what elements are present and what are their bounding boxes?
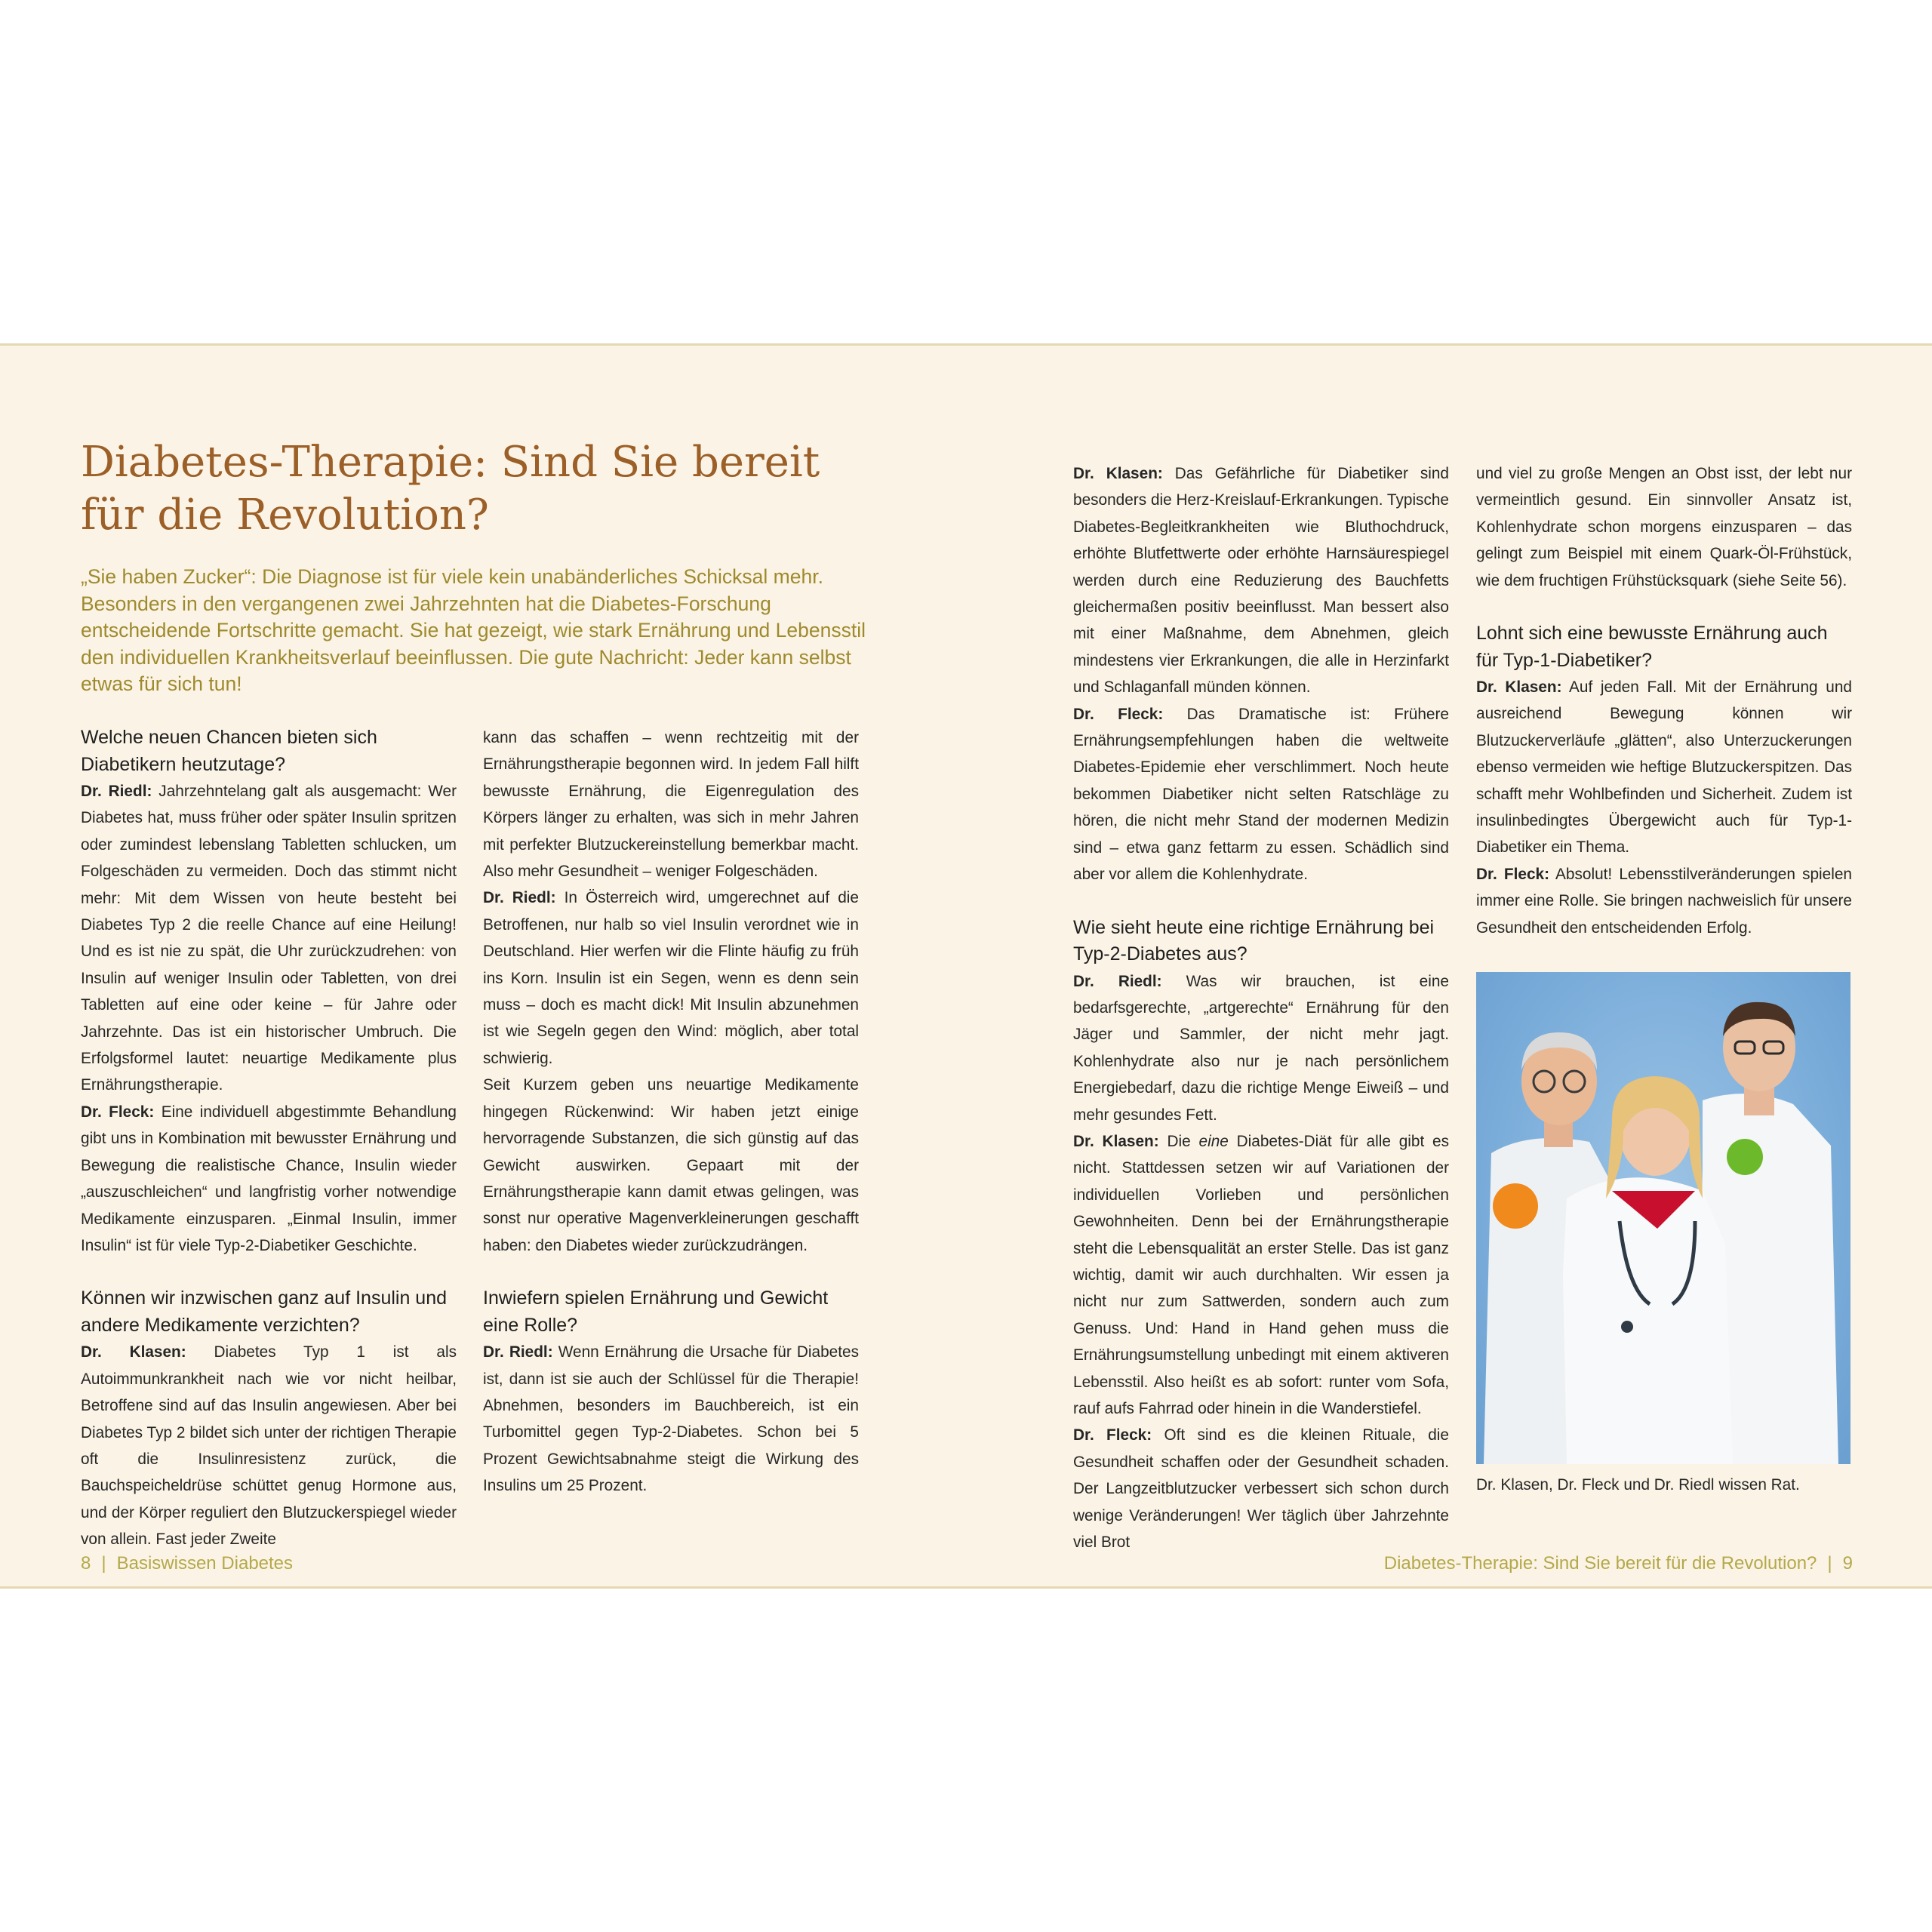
answer-paragraph [1073,701,1449,888]
answer-paragraph [81,1099,457,1259]
answer-text: In Österreich wird, umgerechnet auf die Betroffenen, nur halb so viel Insulin verordnet wie in Deutschland. Hier werfen wir die Flinte häufig zu früh ins Korn. Insulin ist ein Segen, wenn es denn sein muss – doch es macht dick! Mit Insulin abzunehmen ist wie Segeln gegen den Wind: möglich, aber total schwierig. [483,889,859,1067]
speaker-name: Dr. Klasen: [81,1343,186,1361]
answer-text: Wenn Ernährung die Ursache für Diabetes ist, dann ist sie auch der Schlüssel für die Therapie! Abnehmen, besonders im Bauchbereich, ist ein Turbomittel gegen Typ-2-Diabetes. Schon bei 5 Prozent Gewichtsabnahme steigt die Wirkung des Insulins um 25 Prozent. [483,1343,859,1495]
speaker-name: Dr. Klasen: [1073,1132,1159,1150]
answer-text: Das Gefährliche für Diabetiker sind besonders die Herz-Kreislauf-Erkrankungen. Typische Diabetes-Begleitkrankheiten wie Bluthochdruck, erhöhte Blutfettwerte oder erhöhte Harnsäurespiegel werden durch eine Reduzierung des Bauchfetts gleichermaßen positiv beeinflusst. Man bessert also mit einer Maßnahme, dem Abnehmen, gleich mindestens vier Erkrankungen, die alle in Herzinfarkt und Schlaganfall münden können. [1073,465,1449,697]
photo-caption: Dr. Klasen, Dr. Fleck und Dr. Riedl wissen Rat. [1476,1476,1800,1494]
answer-paragraph: und viel zu große Mengen an Obst isst, der lebt nur vermeintlich gesund. Ein sinnvoller Ansatz ist, Kohlenhydrate schon morgens einzusparen – das gelingt zum Beispiel mit einem Quark-Öl-Frühstück, wie dem fruchtigen Frühstücksquark (siehe Seite 56). [1476,465,1852,589]
answer-paragraph [1476,674,1852,861]
speaker-name: Dr. Riedl: [483,1343,553,1361]
title-line-2: für die Revolution? [81,491,489,540]
text-column-2 [483,724,859,1500]
text-column-4 [1476,460,1852,941]
lead-paragraph: „Sie haben Zucker“: Die Diagnose ist für viele kein unabänderliches Schicksal mehr. Besonders in den vergangenen zwei Jahrzehnten hat die Diabetes-Forschung entscheidende Fortschritte gemacht. Sie hat gezeigt, wie stark Ernährung und Lebensstil den individuellen Krankheitsverlauf beeinflussen. Die gute Nachricht: Jeder kann selbst etwas für sich tun! [81,565,866,695]
page-title [81,436,835,542]
speaker-name: Dr. Riedl: [1073,972,1162,990]
text-column-3 [1073,460,1449,1555]
answer-paragraph [1073,460,1449,701]
speaker-name: Dr. Fleck: [81,1103,155,1121]
answer-paragraph [1476,861,1852,941]
answer-text: Diabetes-Diät für alle gibt es nicht. Stattdessen setzen wir auf Variationen der individuellen Vorlieben und persönlichen Gewohnheiten. Denn bei der Ernährungstherapie steht die Lebensqualität an erster Stelle. Das ist ganz wichtig, damit wir auch durchhalten. Wir essen ja nicht nur zum Sattwerden, sondern auch zum Genuss. Und: Hand in Hand gehen muss die Ernährungsumstellung unbedingt mit einem aktiveren Lebensstil. Also heißt es ab sofort: runter vom Sofa, rauf aufs Fahrrad oder hinein in die Wanderstiefel. [1073,1132,1449,1417]
footer-right [1384,1552,1853,1575]
footer-separator: | [1827,1553,1832,1574]
running-title: Diabetes-Therapie: Sind Sie bereit für die Revolution? [1383,1553,1817,1574]
answer-text: Oft sind es die kleinen Rituale, die Gesundheit schaffen oder der Gesundheit schaden. Der Langzeitblutzucker verbessert sich schon durch wenige Veränderungen! Wer täglich über Jahrzehnte viel Brot [1073,1426,1449,1552]
answer-text: Diabetes Typ 1 ist als Autoimmunkrankheit nach wie vor nicht heilbar, Betroffene sind auf das Insulin angewiesen. Aber bei Diabetes Typ 2 bildet sich unter der richtigen Therapie oft die Insulinresistenz zurück, die Bauchspeicheldrüse schüttet genug Hormone aus, und der Körper reguliert den Blutzuckerspiegel wieder von allein. Fast jeder Zweite [81,1343,457,1549]
speaker-name: Dr. Klasen: [1073,465,1163,482]
answer-paragraph [483,1339,859,1499]
speaker-name: Dr. Riedl: [81,783,152,800]
answer-text: Auf jeden Fall. Mit der Ernährung und ausreichend Bewegung können wir Blutzuckerverläufe „glätten“, also Unterzuckerungen ebenso vermeiden wie heftige Blutzuckerspitzen. Das schafft mehr Wohlbefinden und Sicherheit. Zudem ist insulinbedingtes Übergewicht auch für Typ-1-Diabetiker ein Thema. [1476,678,1852,857]
answer-paragraph: kann das schaffen – wenn rechtzeitig mit der Ernährungstherapie begonnen wird. In jedem Fall hilft bewusste Ernährung, die Eigenregulation des Körpers länger zu erhalten, was sich in mehr Jahren mit perfekter Blutzuckereinstellung bemerkbar macht. Also mehr Gesundheit – weniger Folgeschäden. [483,729,859,881]
answer-text: Jahrzehntelang galt als ausgemacht: Wer Diabetes hat, muss früher oder später Insulin spritzen oder zumindest lebenslang Tabletten schlucken, um Folgeschäden zu vermeiden. Doch das stimmt nicht mehr: Mit dem Wissen von heute besteht bei Diabetes Typ 2 die reelle Chance auf eine Heilung! Und es ist nie zu spät, die Uhr zurückzudrehen: von Insulin auf weniger Insulin oder Tabletten, von drei Tabletten auf eine oder keine – für Jahre oder Jahrzehnte. Das ist ein historischer Umbruch. Die Erfolgsformel lautet: neuartige Medikamente plus Ernährungstherapie. [81,783,457,1094]
answer-text: Was wir brauchen, ist eine bedarfsgerechte, „artgerechte“ Ernährung für den Jäger und Sammler, der nicht mehr jagt. Kohlenhydrate also nur je nach persönlichem Energiebedarf, dazu die richtige Menge Eiweiß – und mehr gesundes Fett. [1073,972,1449,1124]
speaker-name: Dr. Klasen: [1476,678,1562,697]
answer-paragraph [1073,1422,1449,1555]
answer-text: Absolut! Lebensstilveränderungen spielen immer eine Rolle. Sie bringen nachweislich für unsere Gesundheit den entscheidenden Erfolg. [1476,865,1852,937]
question-heading: Lohnt sich eine bewusste Ernährung auch für Typ-1-Diabetiker? [1476,623,1828,671]
speaker-name: Dr. Riedl: [483,889,556,907]
answer-text: Eine individuell abgestimmte Behandlung gibt uns in Kombination mit bewusster Ernährung und Bewegung die realistische Chance, Insulin wieder „auszuschleichen“ und langfristig vorher notwendige Medikamente einzusparen. „Einmal Insulin, immer Insulin“ ist für viele Typ-2-Diabetiker Geschichte. [81,1103,457,1254]
page-number-right: 9 [1842,1553,1853,1574]
answer-paragraph [81,1339,457,1552]
doctors-photo [1476,972,1850,1464]
title-line-1: Diabetes-Therapie: Sind Sie bereit [81,438,820,487]
doctors-illustration [1476,972,1850,1464]
section-name: Basiswissen Diabetes [116,1553,294,1574]
speaker-name: Dr. Fleck: [1476,865,1550,883]
answer-text: Die [1158,1132,1199,1150]
question-heading: Können wir inzwischen ganz auf Insulin und andere Medikamente verzichten? [81,1287,448,1336]
answer-paragraph [1073,1128,1449,1422]
question-heading: Wie sieht heute eine richtige Ernährung bei Typ-2-Diabetes aus? [1073,916,1435,964]
footer-left [81,1552,293,1575]
answer-paragraph [1073,968,1449,1128]
speaker-name: Dr. Fleck: [1073,705,1164,723]
answer-paragraph: Seit Kurzem geben uns neuartige Medikamente hingegen Rückenwind: Wir haben jetzt einige hervorragende Substanzen, die sich günstig auf das Gewicht auswirken. Gepaart mit der Ernährungstherapie kann damit etwas gelingen, was sonst nur operative Magenverkleinerungen geschafft haben: den Diabetes wieder zurückzudrängen. [483,1076,859,1254]
question-heading: Inwiefern spielen Ernährung und Gewicht eine Rolle? [483,1287,829,1336]
answer-paragraph [483,884,859,1072]
text-column-1 [81,724,457,1553]
speaker-name: Dr. Fleck: [1073,1426,1152,1444]
answer-text: Das Dramatische ist: Frühere Ernährungsempfehlungen haben die weltweite Diabetes-Epidemie eher verschlimmert. Noch heute bekommen Diabetiker nicht selten Ratschläge zu hören, die nicht mehr Stand der modernen Medizin sind – etwa ganz fettarm zu essen. Schädlich sind aber vor allem die Kohlenhydrate. [1073,705,1449,884]
footer-separator: | [101,1553,106,1574]
answer-paragraph [81,778,457,1099]
emphasis-text: eine [1198,1132,1229,1150]
question-heading: Welche neuen Chancen bieten sich Diabetikern heutzutage? [81,727,377,775]
page-number-left: 8 [81,1553,91,1574]
